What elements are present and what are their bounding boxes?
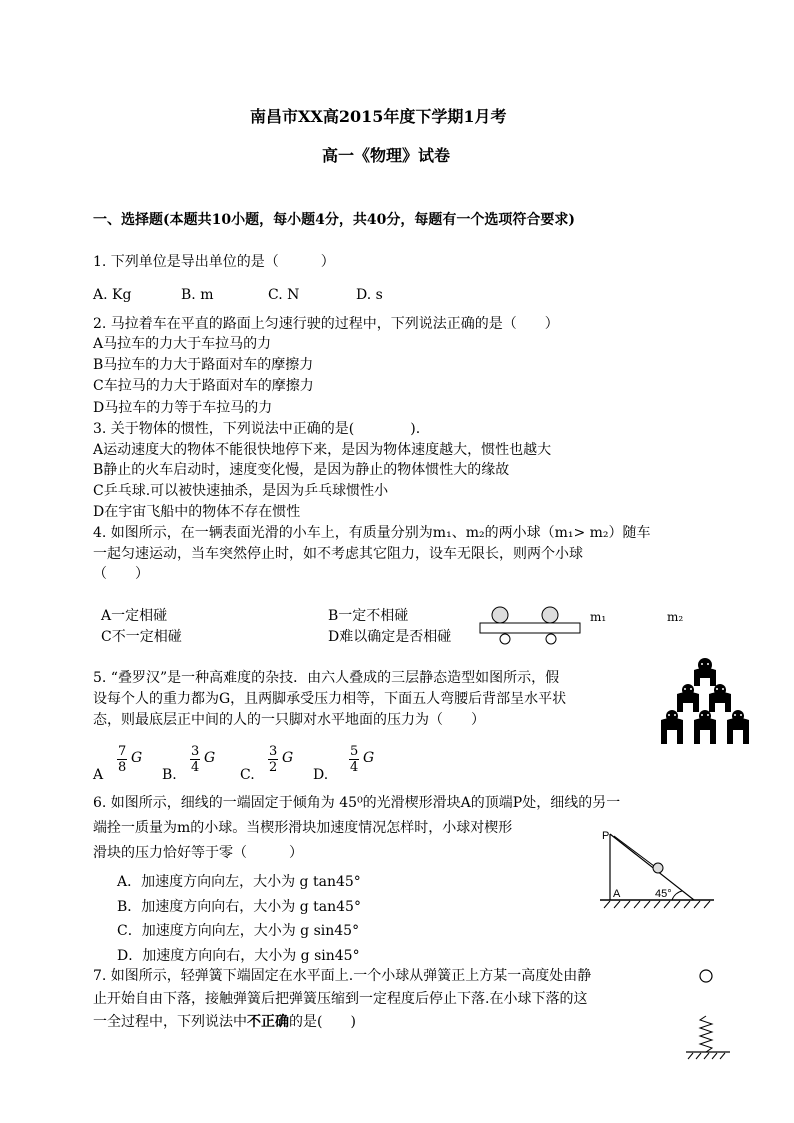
q4-option-b: B一定不相碰 <box>328 608 409 624</box>
cart-wheel-right <box>546 634 556 644</box>
q6-option-c: C．加速度方向向左，大小为 g sin45° <box>117 923 360 939</box>
q7-line-2: 止开始自由下落，接触弹簧后把弹簧压缩到一定程度后停止下落.在小球下落的这 <box>93 991 588 1007</box>
cart-diagram <box>478 604 588 644</box>
section-heading: 一、选择题(本题共10小题，每小题4分，共40分，每题有一个选项符合要求) <box>93 212 575 228</box>
ball-m2 <box>542 607 558 623</box>
q5-line-3: 态，则最底层正中间的人的一只脚对水平地面的压力为（ ） <box>93 712 485 728</box>
q6-line-3: 滑块的压力恰好等于零（ ） <box>93 845 303 861</box>
q4-option-d: D难以确定是否相碰 <box>328 629 452 645</box>
wedge-label-a: A <box>613 888 621 900</box>
q6-option-b: B．加速度方向向右，大小为 g tan45° <box>117 899 361 915</box>
q2-option-b: B马拉车的力大于路面对车的摩擦力 <box>93 357 314 373</box>
q4-label-m2: m₂ <box>667 610 684 624</box>
q2-option-c: C车拉马的力大于路面对车的摩擦力 <box>93 378 314 394</box>
q5-line-2: 设每个人的重力都为G，且两脚承受压力相等，下面五人弯腰后背部呈水平状 <box>93 691 567 707</box>
q5-option-a-letter: A <box>93 767 104 783</box>
wedge-label-angle: 45° <box>655 888 672 900</box>
q5-option-b-letter: B. <box>162 767 177 783</box>
q2-stem: 2. 马拉着车在平直的路面上匀速行驶的过程中，下列说法正确的是（ ） <box>93 316 559 332</box>
page-subtitle: 高一《物理》试卷 <box>322 146 451 165</box>
q5-option-b-var: G <box>204 750 216 766</box>
page-title: 南昌市XX高2015年度下学期1月考 <box>250 107 507 126</box>
small-ball <box>653 863 663 873</box>
q7-line-1: 7. 如图所示，轻弹簧下端固定在水平面上.一个小球从弹簧正上方某一高度处由静 <box>93 968 592 984</box>
wedge-slope <box>610 834 694 900</box>
q6-option-a: A．加速度方向向左，大小为 g tan45° <box>117 874 361 890</box>
q4-line-1: 4. 如图所示，在一辆表面光滑的小车上，有质量分别为m₁、m₂的两小球（m₁> m₂）随车 <box>93 525 651 541</box>
q5-option-d-fraction: $\frac{5}{4}$ <box>350 744 359 775</box>
q3-option-c: C乒乓球.可以被快速抽杀，是因为乒乓球惯性小 <box>93 483 389 499</box>
q6-option-d: D．加速度方向向右，大小为 g sin45° <box>117 948 360 964</box>
q1-stem: 1. 下列单位是导出单位的是（ ） <box>93 254 335 270</box>
string <box>614 836 654 866</box>
falling-ball <box>700 970 712 982</box>
q4-option-c: C不一定相碰 <box>101 629 182 645</box>
q5-option-d-letter: D. <box>313 767 329 783</box>
ball-m1 <box>492 607 508 623</box>
q2-option-d: D马拉车的力等于车拉马的力 <box>93 400 273 416</box>
q4-line-3: （ ） <box>93 566 149 582</box>
q6-line-2: 端拴一质量为m的小球。当楔形滑块加速度情况怎样时，小球对楔形 <box>93 820 513 836</box>
q3-option-b: B静止的火车启动时，速度变化慢，是因为静止的物体惯性大的缘故 <box>93 462 510 478</box>
q1-option-d: D. s <box>356 287 383 303</box>
human-pyramid-figure <box>658 656 752 748</box>
q7-line-3-post: 的是( ) <box>289 1014 356 1030</box>
q7-line-3-pre: 一全过程中，下列说法中 <box>93 1014 247 1030</box>
q7-line-3 <box>93 1012 356 1032</box>
q5-option-d-var: G <box>363 750 375 766</box>
spring-diagram <box>684 966 734 1066</box>
q2-option-a: A马拉车的力大于车拉马的力 <box>93 336 272 352</box>
q4-option-a: A一定相碰 <box>101 608 168 624</box>
q5-option-c-letter: C. <box>240 767 255 783</box>
spring <box>700 1016 712 1052</box>
q3-option-a: A运动速度大的物体不能很快地停下来，是因为物体速度越大，惯性也越大 <box>93 442 552 458</box>
cart-body <box>480 623 580 633</box>
q5-option-c-fraction: $\frac{3}{2}$ <box>269 744 278 775</box>
q1-option-b: B. m <box>181 287 214 303</box>
q4-label-m1: m₁ <box>590 610 607 624</box>
q6-line-1: 6. 如图所示，细线的一端固定于倾角为 45⁰的光滑楔形滑块A的顶端P处，细线的另一 <box>93 795 621 811</box>
q3-stem: 3. 关于物体的惯性，下列说法中正确的是( ). <box>93 421 421 437</box>
q4-line-2: 一起匀速运动，当车突然停止时，如不考虑其它阻力，设车无限长，则两个小球 <box>93 546 583 562</box>
wedge-label-p: P <box>602 830 610 842</box>
q5-option-b-fraction: $\frac{3}{4}$ <box>191 744 200 775</box>
q3-option-d: D在宇宙飞船中的物体不存在惯性 <box>93 504 301 520</box>
q5-option-c-var: G <box>282 750 294 766</box>
q5-option-a-var: G <box>131 750 143 766</box>
q7-emphasis: 不正确 <box>247 1014 289 1030</box>
q1-option-a: A. Kg <box>93 287 132 303</box>
q5-option-a-fraction: $\frac{7}{8}$ <box>118 744 127 775</box>
q1-option-c: C. N <box>268 287 300 303</box>
cart-wheel-left <box>500 634 510 644</box>
q5-line-1: 5. “叠罗汉”是一种高难度的杂技．由六人叠成的三层静态造型如图所示，假 <box>93 670 560 686</box>
